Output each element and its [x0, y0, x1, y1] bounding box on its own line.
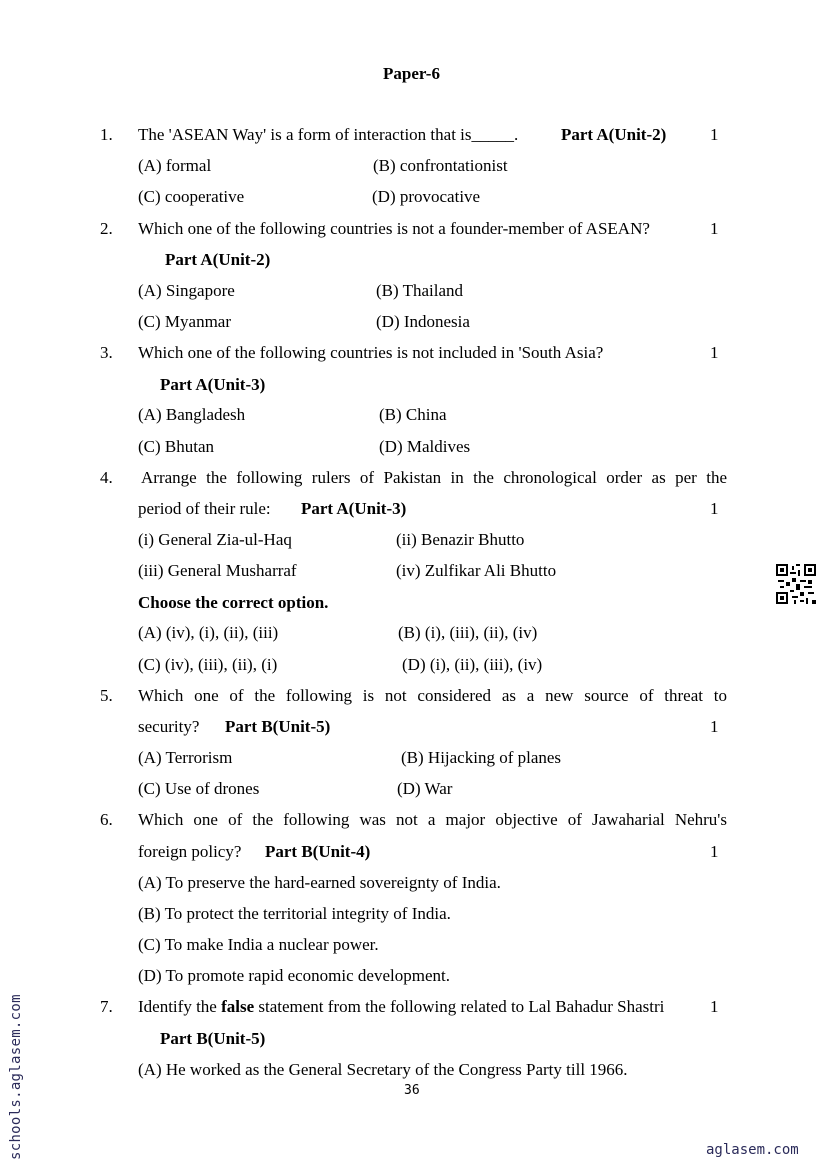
question-text-post: statement from the following related to Lal Bahadur Shastri [254, 997, 665, 1016]
question-text: Arrange the following rulers of Pakistan in the chronological order as per the [141, 468, 727, 487]
option-b: (B) confrontationist [373, 156, 508, 175]
question-marks: 1 [710, 717, 719, 736]
question-number: 3. [100, 343, 113, 362]
question-marks: 1 [710, 125, 719, 144]
choose-instruction: Choose the correct option. [138, 593, 329, 612]
question-text: The 'ASEAN Way' is a form of interaction that is_____. [138, 125, 519, 144]
question-text-bold: false [221, 997, 255, 1016]
watermark-right: aglasem.com [706, 1142, 799, 1158]
watermark-left: schools.aglasem.com [8, 994, 24, 1160]
option-b: (B) (i), (iii), (ii), (iv) [398, 623, 538, 642]
item-ii: (ii) Benazir Bhutto [396, 530, 525, 549]
page-title: Paper-6 [383, 64, 440, 83]
question-number: 6. [100, 810, 113, 829]
question-part: Part A(Unit-2) [165, 250, 271, 269]
question-text-pre: Identify the [138, 997, 222, 1016]
question-number: 4. [100, 468, 113, 487]
option-a: (A) Terrorism [138, 748, 233, 767]
question-part: Part B(Unit-5) [225, 717, 331, 736]
question-text: Which one of the following is not considered as a new source of threat to [138, 686, 727, 705]
question-marks: 1 [710, 219, 719, 238]
option-d: (D) Maldives [379, 437, 471, 456]
question-text-cont: period of their rule: [138, 499, 271, 518]
option-a: (A) He worked as the General Secretary of the Congress Party till 1966. [138, 1060, 628, 1079]
option-b: (B) China [379, 405, 447, 424]
question-text: Which one of the following countries is not a founder-member of ASEAN? [138, 219, 650, 238]
question-part: Part A(Unit-2) [561, 125, 667, 144]
option-d: (D) War [397, 779, 453, 798]
option-c: (C) cooperative [138, 187, 245, 206]
option-c: (C) (iv), (iii), (ii), (i) [138, 655, 278, 674]
question-number: 2. [100, 219, 113, 238]
option-d: (D) (i), (ii), (iii), (iv) [402, 655, 543, 674]
question-part: Part A(Unit-3) [301, 499, 407, 518]
option-c: (C) To make India a nuclear power. [138, 935, 379, 954]
option-d: (D) provocative [372, 187, 481, 206]
question-text: Which one of the following countries is not included in 'South Asia? [138, 343, 604, 362]
question-marks: 1 [710, 343, 719, 362]
question-marks: 1 [710, 997, 719, 1016]
option-c: (C) Use of drones [138, 779, 260, 798]
option-a: (A) formal [138, 156, 212, 175]
question-marks: 1 [710, 842, 719, 861]
option-d: (D) Indonesia [376, 312, 470, 331]
page-number: 36 [404, 1083, 420, 1098]
question-text-cont: security? [138, 717, 200, 736]
option-a: (A) Bangladesh [138, 405, 246, 424]
question-number: 1. [100, 125, 113, 144]
question-marks: 1 [710, 499, 719, 518]
question-part: Part B(Unit-5) [160, 1029, 266, 1048]
question-text: Which one of the following was not a major objective of Jawaharial Nehru's [138, 810, 727, 829]
option-b: (B) To protect the territorial integrity of India. [138, 904, 451, 923]
question-text-cont: foreign policy? [138, 842, 242, 861]
question-number: 7. [100, 997, 113, 1016]
question-part: Part A(Unit-3) [160, 375, 266, 394]
item-iii: (iii) General Musharraf [138, 561, 297, 580]
item-i: (i) General Zia-ul-Haq [138, 530, 292, 549]
question-text [138, 997, 664, 1017]
option-b: (B) Thailand [376, 281, 464, 300]
option-b: (B) Hijacking of planes [401, 748, 562, 767]
option-a: (A) (iv), (i), (ii), (iii) [138, 623, 279, 642]
option-d: (D) To promote rapid economic development. [138, 966, 450, 985]
option-a: (A) Singapore [138, 281, 235, 300]
question-number: 5. [100, 686, 113, 705]
item-iv: (iv) Zulfikar Ali Bhutto [396, 561, 557, 580]
question-part: Part B(Unit-4) [265, 842, 371, 861]
qr-code-icon [776, 564, 816, 604]
option-c: (C) Bhutan [138, 437, 215, 456]
option-c: (C) Myanmar [138, 312, 232, 331]
option-a: (A) To preserve the hard-earned sovereignty of India. [138, 873, 501, 892]
